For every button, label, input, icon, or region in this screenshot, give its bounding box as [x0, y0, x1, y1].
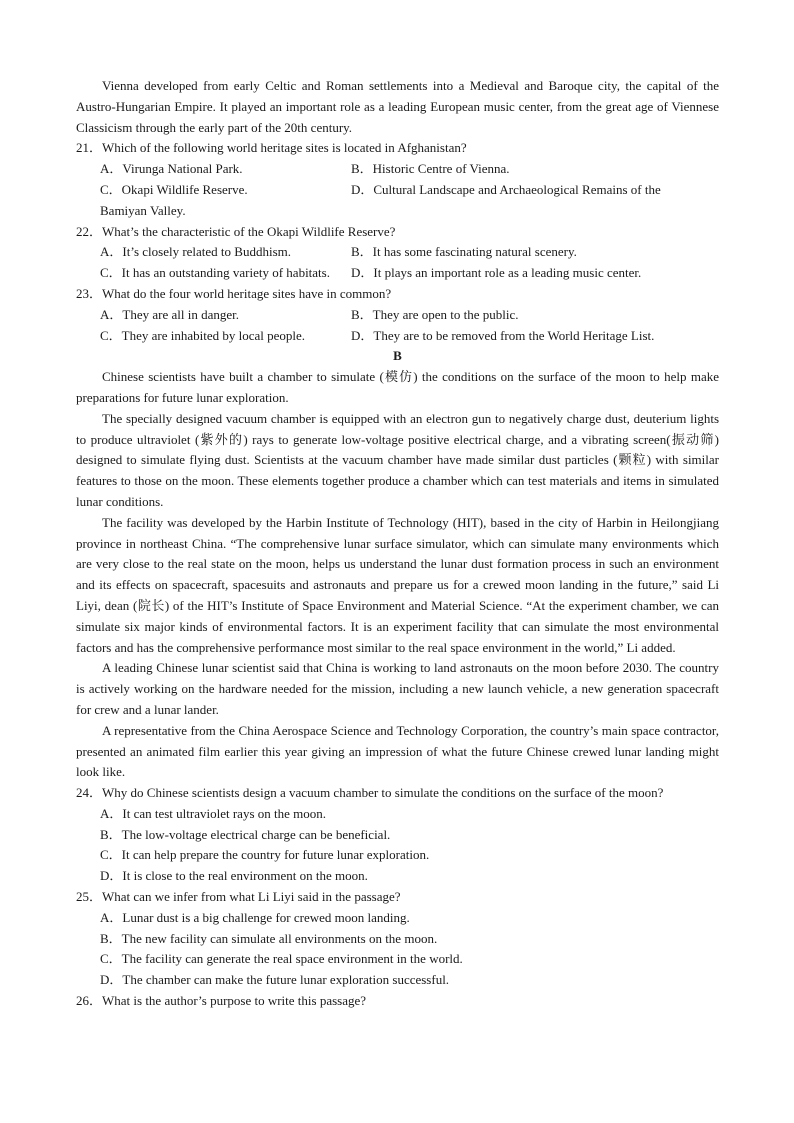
question-25: [76, 887, 719, 991]
option-24-b[interactable]: B．The low-voltage electrical charge can be beneficial.: [100, 826, 391, 842]
option-21-d-continuation: Bamiyan Valley.: [100, 202, 186, 218]
section-b-heading: B: [393, 348, 402, 364]
option-24-c[interactable]: C．It can help prepare the country for future lunar exploration.: [100, 847, 430, 863]
option-23-c[interactable]: C．They are inhabited by local people.: [100, 327, 306, 343]
question-26-stem: 26．What is the author’s purpose to write this passage?: [76, 993, 367, 1009]
question-23-stem: 23．What do the four world heritage sites have in common?: [76, 285, 392, 301]
question-23: [76, 284, 719, 346]
passage-b-paragraph: A representative from the China Aerospace Science and Technology Corporation, the country’s main space contractor, presented an animated film earlier this year giving an impression of what the future Chinese crewed lunar landing might look like.: [76, 722, 719, 780]
question-24: [76, 783, 719, 887]
option-21-d[interactable]: D．Cultural Landscape and Archaeological Remains of the: [351, 181, 661, 197]
option-21-b[interactable]: B．Historic Centre of Vienna.: [351, 161, 510, 177]
option-25-d[interactable]: D．The chamber can make the future lunar exploration successful.: [100, 972, 450, 988]
option-22-a[interactable]: A．It’s closely related to Buddhism.: [100, 244, 292, 260]
option-23-d[interactable]: D．They are to be removed from the World Heritage List.: [351, 327, 655, 343]
option-23-b[interactable]: B．They are open to the public.: [351, 306, 519, 322]
option-21-c[interactable]: C．Okapi Wildlife Reserve.: [100, 181, 248, 197]
option-25-b[interactable]: B．The new facility can simulate all environments on the moon.: [100, 930, 438, 946]
option-22-d[interactable]: D．It plays an important role as a leading music center.: [351, 265, 642, 281]
question-24-stem: 24．Why do Chinese scientists design a vacuum chamber to simulate the conditions on the surface of the moon?: [76, 785, 664, 801]
question-25-options: [76, 908, 719, 991]
option-24-d[interactable]: D．It is close to the real environment on the moon.: [100, 868, 368, 884]
question-21-stem: 21．Which of the following world heritage sites is located in Afghanistan?: [76, 140, 467, 156]
question-26: [76, 991, 719, 1012]
passage-b-paragraph: The specially designed vacuum chamber is equipped with an electron gun to negatively charge dust, deuterium lights to produce ultraviolet (紫外的) rays to generate low-voltage positive electrical charge, and a vibrating screen(振动筛) designed to simulate flying dust. Scientists at the vacuum chamber have made similar dust particles (颗粒) with similar features to those on the moon. These elements together produce a chamber which can test materials and items in simulated lunar conditions.: [76, 410, 719, 509]
option-25-a[interactable]: A．Lunar dust is a big challenge for crewed moon landing.: [100, 909, 410, 925]
exam-page: [76, 76, 719, 1012]
question-24-options: [76, 804, 719, 887]
option-23-a[interactable]: A．They are all in danger.: [100, 306, 239, 322]
question-23-options: [76, 305, 719, 347]
question-22-stem: 22．What’s the characteristic of the Okapi Wildlife Reserve?: [76, 223, 396, 239]
option-22-c[interactable]: C．It has an outstanding variety of habitats.: [100, 265, 330, 281]
passage-b: [76, 367, 719, 783]
question-22-options: [76, 242, 719, 284]
question-22: [76, 222, 719, 284]
option-24-a[interactable]: A．It can test ultraviolet rays on the moon.: [100, 805, 327, 821]
passage-b-paragraph: A leading Chinese lunar scientist said that China is working to land astronauts on the moon before 2030. The country is actively working on the hardware needed for the mission, including a new launch vehicle, a new generation spacecraft for crew and a lunar lander.: [76, 660, 719, 717]
passage-b-paragraph: The facility was developed by the Harbin Institute of Technology (HIT), based in the city of Harbin in Heilongjiang province in northeast China. “The comprehensive lunar surface simulator, which can simulate many environments which are very close to the real state on the moon, helps us understand the lunar dust formation process in such an environment and its effects on spacecraft, spacesuits and astronauts and prepare us for a crewed moon landing in the future,” said Li Liyi, dean (院长) of the HIT’s Institute of Space Environment and Material Science. “At the experiment chamber, we can simulate six major kinds of environmental factors. It is an experiment facility that can simulate the most environmental factors and has the comprehensive performance most similar to the real space environment in the world,” Li added.: [76, 514, 719, 655]
question-21: [76, 138, 719, 221]
option-21-a[interactable]: A．Virunga National Park.: [100, 161, 243, 177]
option-22-b[interactable]: B．It has some fascinating natural scenery.: [351, 244, 577, 260]
option-25-c[interactable]: C．The facility can generate the real space environment in the world.: [100, 951, 463, 967]
question-21-options: [76, 159, 719, 201]
passage-a-paragraph: Vienna developed from early Celtic and Roman settlements into a Medieval and Baroque city, the capital of the Austro-Hungarian Empire. It played an important role as a leading European music center, from the great age of Viennese Classicism through the early part of the 20th century.: [76, 78, 719, 135]
passage-b-paragraph: Chinese scientists have built a chamber to simulate (模仿) the conditions on the surface of the moon to help make preparations for future lunar exploration.: [76, 369, 719, 405]
question-25-stem: 25．What can we infer from what Li Liyi said in the passage?: [76, 889, 401, 905]
